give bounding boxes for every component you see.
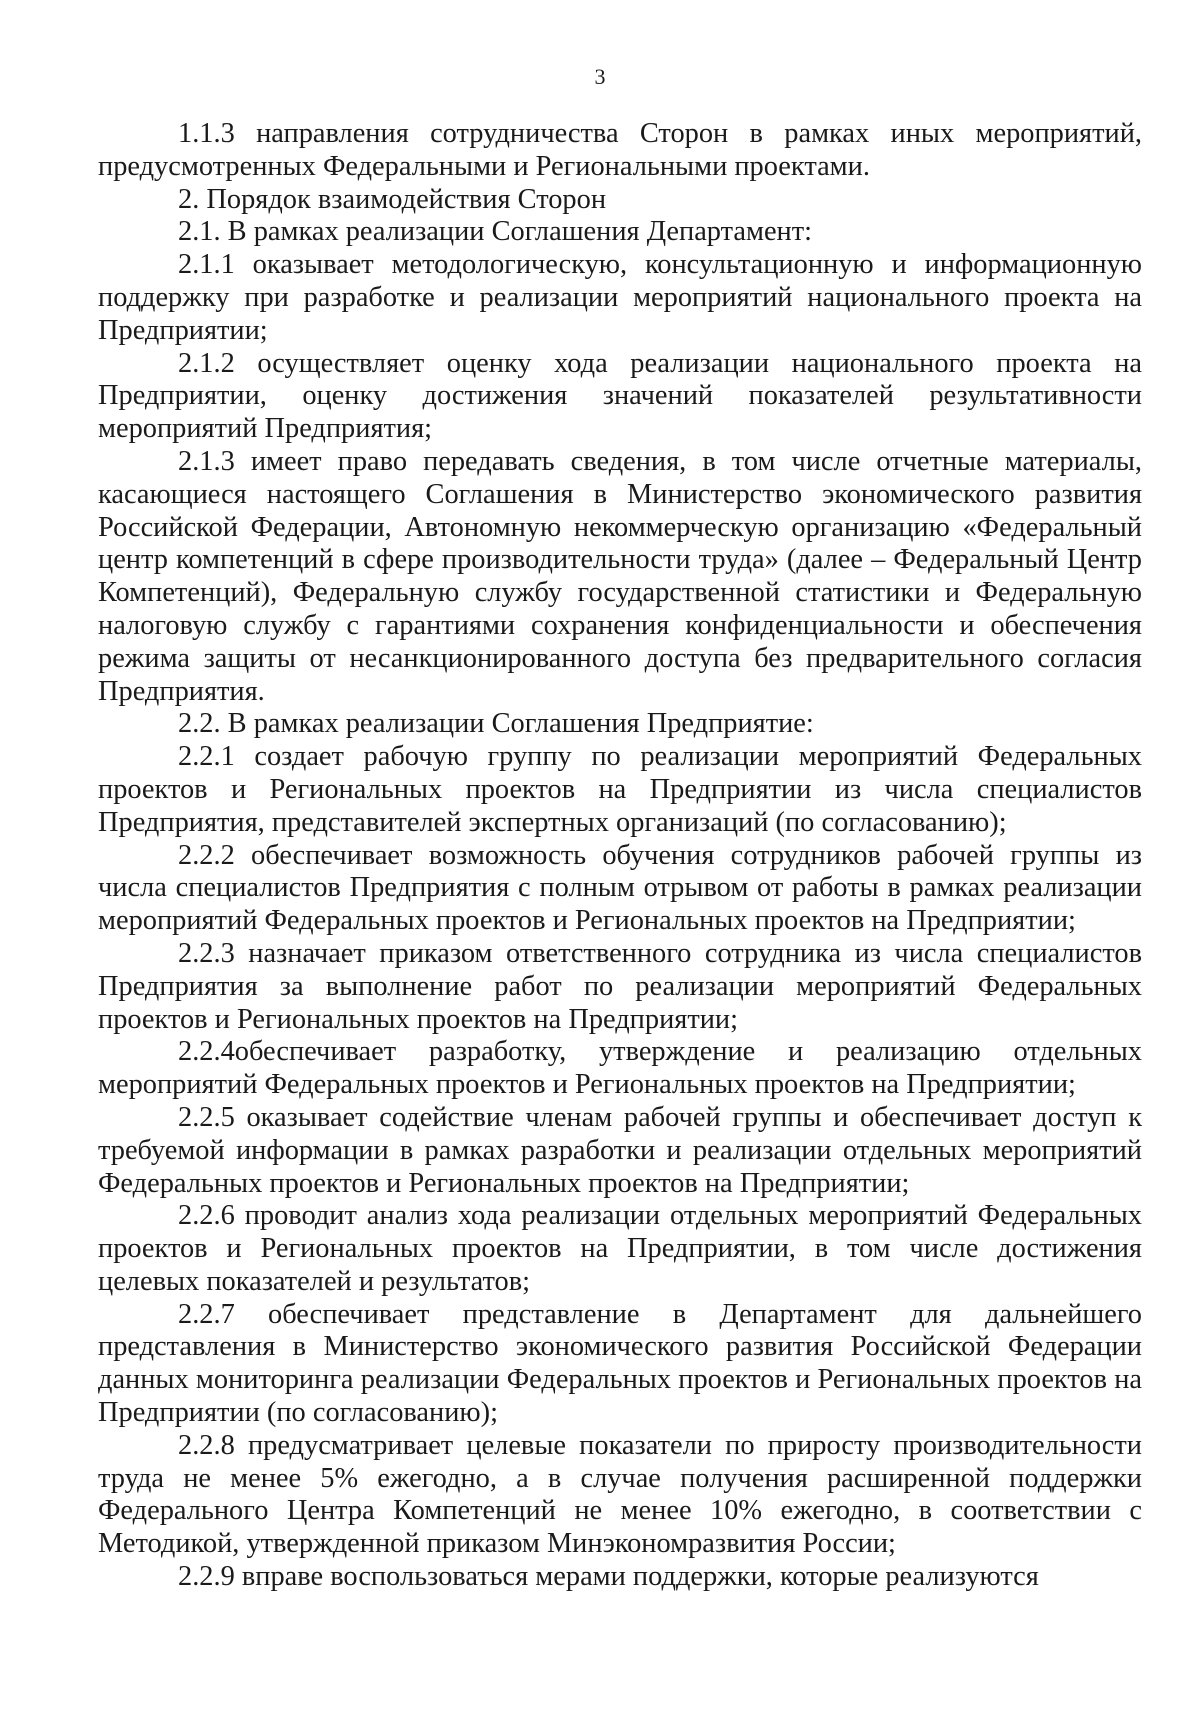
clause-2-2-4: 2.2.4обеспечивает разработку, утверждение и реализацию отдельных мероприятий Федеральных проектов и Региональных проектов на Предприятии; xyxy=(98,1036,1142,1101)
clause-1-1-3: 1.1.3 направления сотрудничества Сторон в рамках иных мероприятий, предусмотренных Федеральными и Региональными проектами. xyxy=(98,118,1142,182)
clause-2-1-1: 2.1.1 оказывает методологическую, консультационную и информационную поддержку при разработке и реализации мероприятий национального проекта на Предприятии; xyxy=(98,249,1142,346)
clause-2-2-8: 2.2.8 предусматривает целевые показатели по приросту производительности труда не менее 5% ежегодно, а в случае получения расширенной поддержки Федерального Центра Компетенций не менее 10% ежегодно, в соответствии с Методикой, утвержденной приказом Минэкономразвития России; xyxy=(98,1429,1142,1560)
clause-2-1-2: 2.1.2 осуществляет оценку хода реализации национального проекта на Предприятии, оценку достижения значений показателей результативности мероприятий Предприятия; xyxy=(98,347,1142,445)
clause-2-1-3: 2.1.3 имеет право передавать сведения, в том числе отчетные материалы, касающиеся настоящего Соглашения в Министерство экономического развития Российской Федерации, Автономную некоммерческую организацию «Федеральный центр компетенций в сфере производительности труда» (далее – Федеральный Центр Компетенций), Федеральную службу государственной статистики и Федеральную налоговую службу с гарантиями сохранения конфиденциальности и обеспечения режима защиты от несанкционированного доступа без предварительного согласия Предприятия. xyxy=(98,445,1142,707)
clause-2-2-2: 2.2.2 обеспечивает возможность обучения сотрудников рабочей группы из числа специалистов Предприятия с полным отрывом от работы в рамках реализации мероприятий Федеральных проектов и Региональных проектов на Предприятии; xyxy=(98,839,1142,937)
clause-2-2-5: 2.2.5 оказывает содействие членам рабочей группы и обеспечивает доступ к требуемой информации в рамках разработки и реализации отдельных мероприятий Федеральных проектов и Региональных проектов на Предприятии; xyxy=(98,1101,1142,1199)
clause-2-2-1: 2.2.1 создает рабочую группу по реализации мероприятий Федеральных проектов и Региональных проектов на Предприятии из числа специалистов Предприятия, представителей экспертных организаций (по согласованию); xyxy=(98,741,1142,838)
clause-2-2-7: 2.2.7 обеспечивает представление в Департамент для дальнейшего представления в Министерство экономического развития Российской Федерации данных мониторинга реализации Федеральных проектов и Региональных проектов на Предприятии (по согласованию); xyxy=(98,1298,1142,1429)
clause-2-1: 2.1. В рамках реализации Соглашения Департамент: xyxy=(178,216,813,248)
section-heading-2: 2. Порядок взаимодействия Сторон xyxy=(178,183,607,215)
clause-2-2-6: 2.2.6 проводит анализ хода реализации отдельных мероприятий Федеральных проектов и Региональных проектов на Предприятии, в том числе достижения целевых показателей и результатов; xyxy=(98,1200,1142,1297)
clause-2-2: 2.2. В рамках реализации Соглашения Предприятие: xyxy=(178,708,814,740)
document-body xyxy=(98,118,1142,1594)
clause-2-2-3: 2.2.3 назначает приказом ответственного сотрудника из числа специалистов Предприятия за выполнение работ по реализации мероприятий Федеральных проектов и Региональных проектов на Предприятии; xyxy=(98,937,1142,1035)
page-number: 3 xyxy=(594,64,606,89)
clause-2-2-9: 2.2.9 вправе воспользоваться мерами поддержки, которые реализуются xyxy=(178,1561,1039,1593)
